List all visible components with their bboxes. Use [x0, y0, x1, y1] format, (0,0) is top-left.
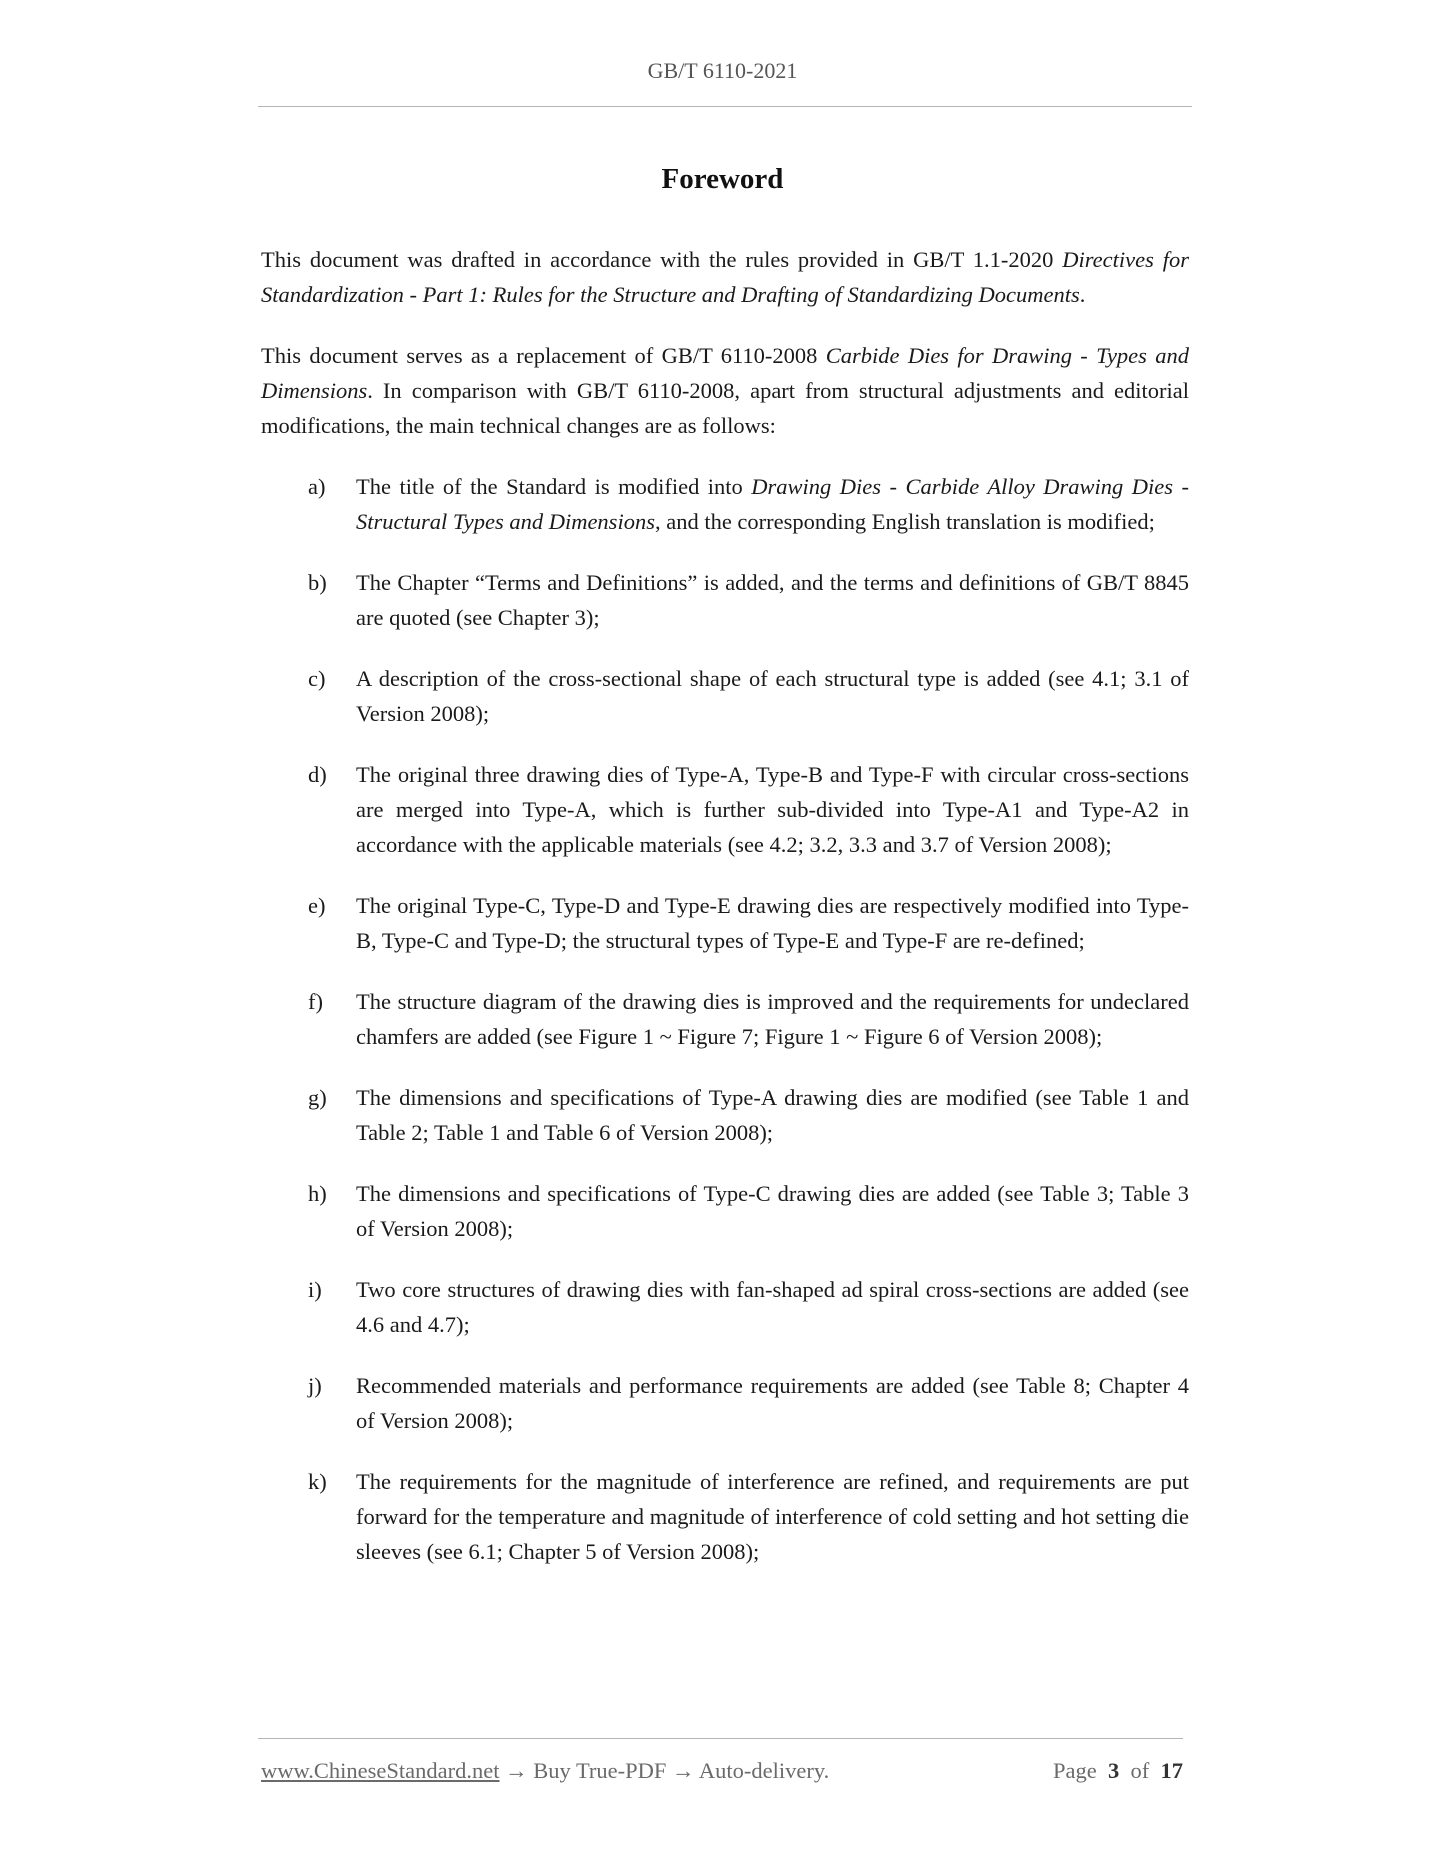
- list-item: [261, 469, 1189, 539]
- list-item-text: A description of the cross-sectional shape of each structural type is added (see 4.1; 3.1 of Version 2008);: [356, 666, 1189, 726]
- paragraph-text: .: [1079, 282, 1086, 307]
- italic-reference-title: Carbide Dies for Drawing - Types and Dimensions: [261, 343, 1189, 403]
- list-marker: g): [308, 1085, 327, 1110]
- list-item-text: The structure diagram of the drawing dies is improved and the requirements for undeclared chamfers are added (see Figure 1 ~ Figure 7; Figure 1 ~ Figure 6 of Version 2008);: [356, 989, 1189, 1049]
- intro-paragraph-1: [261, 242, 1189, 312]
- list-item-text: Two core structures of drawing dies with fan-shaped ad spiral cross-sections are added (see 4.6 and 4.7);: [356, 1277, 1189, 1337]
- list-marker: e): [308, 893, 326, 918]
- list-item: [261, 661, 1189, 731]
- running-header: GB/T 6110-2021: [647, 58, 798, 83]
- list-marker: c): [308, 666, 326, 691]
- page-number: [1053, 1758, 1183, 1784]
- list-marker: i): [308, 1277, 322, 1302]
- paragraph-text: This document was drafted in accordance with the rules provided in GB/T 1.1-2020: [261, 247, 1063, 272]
- page-of-label: of: [1130, 1758, 1150, 1783]
- page-label: Page: [1053, 1758, 1097, 1783]
- footer-divider: [258, 1738, 1183, 1739]
- technical-changes-list: [261, 469, 1189, 1569]
- list-item-text: The dimensions and specifications of Type-C drawing dies are added (see Table 3; Table 3 of Version 2008);: [356, 1181, 1189, 1241]
- list-item: [261, 1464, 1189, 1569]
- italic-reference-title: Directives for Standardization - Part 1: Rules for the Structure and Drafting of Standardizing Documents: [261, 247, 1189, 307]
- footer-promo: [261, 1758, 829, 1784]
- intro-paragraph-2: [261, 338, 1189, 443]
- footer-promo-text: → Buy True-PDF → Auto-delivery.: [499, 1758, 830, 1783]
- italic-reference-title: Drawing Dies - Carbide Alloy Drawing Dies - Structural Types and Dimensions: [356, 474, 1189, 534]
- list-marker: h): [308, 1181, 327, 1206]
- document-body: [261, 242, 1189, 1595]
- page-title: Foreword: [661, 163, 784, 195]
- list-item: [261, 1176, 1189, 1246]
- paragraph-text: . In comparison with GB/T 6110-2008, apart from structural adjustments and editorial modifications, the main technical changes are as follows:: [261, 378, 1189, 438]
- list-item: [261, 757, 1189, 862]
- list-marker: j): [308, 1373, 322, 1398]
- page-footer: [261, 1758, 1183, 1794]
- list-marker: f): [308, 989, 323, 1014]
- list-marker: a): [308, 474, 326, 499]
- list-item-text: The original Type-C, Type-D and Type-E drawing dies are respectively modified into Type-B, Type-C and Type-D; the structural types of Type-E and Type-F are re-defined;: [356, 893, 1189, 953]
- list-marker: k): [308, 1469, 327, 1494]
- list-item-text: Recommended materials and performance requirements are added (see Table 8; Chapter 4 of Version 2008);: [356, 1373, 1189, 1433]
- page-total: 17: [1160, 1758, 1183, 1783]
- list-item: [261, 888, 1189, 958]
- header-divider: [258, 106, 1192, 107]
- list-item: [261, 984, 1189, 1054]
- list-item-text: , and the corresponding English translation is modified;: [654, 509, 1155, 534]
- list-item: [261, 1368, 1189, 1438]
- list-item-text: The requirements for the magnitude of interference are refined, and requirements are put forward for the temperature and magnitude of interference of cold setting and hot setting die sleeves (see 6.1; Chapter 5 of Version 2008);: [356, 1469, 1189, 1564]
- list-item-text: The title of the Standard is modified into: [356, 474, 752, 499]
- paragraph-text: This document serves as a replacement of GB/T 6110-2008: [261, 343, 826, 368]
- list-item-text: The dimensions and specifications of Type-A drawing dies are modified (see Table 1 and Table 2; Table 1 and Table 6 of Version 2008);: [356, 1085, 1189, 1145]
- list-item: [261, 1080, 1189, 1150]
- list-item: [261, 565, 1189, 635]
- list-item: [261, 1272, 1189, 1342]
- list-item-text: The original three drawing dies of Type-A, Type-B and Type-F with circular cross-sections are merged into Type-A, which is further sub-divided into Type-A1 and Type-A2 in accordance with the applicable materials (see 4.2; 3.2, 3.3 and 3.7 of Version 2008);: [356, 762, 1189, 857]
- list-item-text: The Chapter “Terms and Definitions” is added, and the terms and definitions of GB/T 8845 are quoted (see Chapter 3);: [356, 570, 1189, 630]
- website-link[interactable]: www.ChineseStandard.net: [261, 1758, 500, 1783]
- list-marker: d): [308, 762, 327, 787]
- page-current: 3: [1108, 1758, 1120, 1783]
- list-marker: b): [308, 570, 327, 595]
